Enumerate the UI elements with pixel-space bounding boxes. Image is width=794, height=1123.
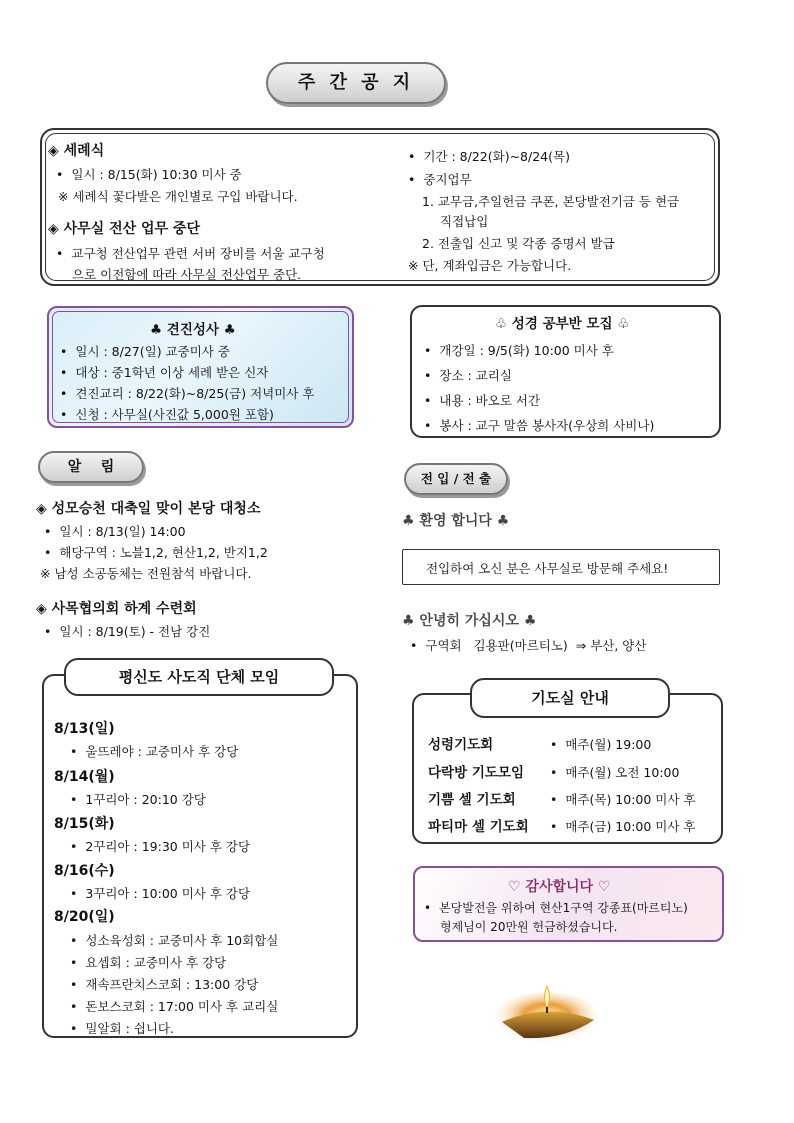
apostolate-item: • 재속프란치스코회 : 13:00 강당 <box>70 975 258 993</box>
bible-class-heading: ♧ 성경 공부반 모집 ♧ <box>495 316 630 332</box>
office-item1a: 1. 교무금,주일헌금 쿠폰, 본당발전기금 등 현금 <box>422 194 680 209</box>
baptism-date: • 일시 : 8/15(화) 10:30 미사 중 <box>56 165 242 183</box>
office-item2: 2. 전출입 신고 및 각종 증명서 발급 <box>422 236 615 251</box>
notices-label <box>38 451 144 483</box>
bible-class-item: • 봉사 : 교구 말씀 봉사자(우상희 사비나) <box>424 416 654 434</box>
cleaning-item: • 해당구역 : 노블1,2, 현산1,2, 반지1,2 <box>44 543 268 561</box>
prayer-name: 파티마 셀 기도회 <box>428 819 529 835</box>
prayer-time: • 매주(월) 19:00 <box>550 737 651 752</box>
retreat-heading: ◈ 사목협의회 하계 수련회 <box>36 601 197 617</box>
cleaning-item: • 일시 : 8/13(일) 14:00 <box>44 522 186 540</box>
thanks-line1: • 본당발전을 위하여 현산1구역 강종표(마르티노) <box>424 899 688 916</box>
bible-class-item: • 장소 : 교리실 <box>424 366 512 384</box>
apostolate-date: 8/20(일) <box>54 909 115 925</box>
apostolate-item: • 밀알회 : 쉽니다. <box>70 1019 174 1037</box>
apostolate-item: • 요셉회 : 교중미사 후 강당 <box>70 953 226 971</box>
office-period: • 기간 : 8/22(화)~8/24(목) <box>408 147 570 165</box>
prayer-name: 다락방 기도모임 <box>428 765 524 781</box>
confirmation-item: • 일시 : 8/27(일) 교중미사 중 <box>60 342 230 360</box>
prayer-row <box>428 815 696 835</box>
apostolate-date: 8/16(수) <box>54 863 115 879</box>
apostolate-date: 8/13(일) <box>54 721 115 737</box>
thanks-line2: 형제님이 20만원 헌금하셨습니다. <box>440 920 618 934</box>
apostolate-date: 8/14(월) <box>54 769 115 785</box>
transfer-label-text: 전 입 / 전 출 <box>420 471 492 486</box>
office-heading: ◈ 사무실 전산 업무 중단 <box>48 221 200 237</box>
bible-class-item: • 개강일 : 9/5(화) 10:00 미사 후 <box>424 341 614 359</box>
apostolate-title-text: 평신도 사도직 단체 모임 <box>118 668 280 686</box>
thanks-heading: ♡ 감사합니다 ♡ <box>508 879 611 895</box>
office-line2: 으로 이전함에 따라 사무실 전산업무 중단. <box>72 267 302 282</box>
bible-class-item: • 내용 : 바오로 서간 <box>424 391 540 409</box>
welcome-text: 전입하여 오신 분은 사무실로 방문해 주세요! <box>426 561 669 576</box>
page-title-text: 주 간 공 지 <box>297 72 415 93</box>
confirmation-item: • 견진교리 : 8/22(화)~8/25(금) 저녁미사 후 <box>60 384 314 402</box>
baptism-note: ※ 세례식 꽃다발은 개인별로 구입 바랍니다. <box>58 189 298 204</box>
prayer-title <box>470 678 670 718</box>
apostolate-item: • 1꾸리아 : 20:10 강당 <box>70 790 206 808</box>
page-title <box>266 62 446 104</box>
prayer-name: 성령기도회 <box>428 737 494 753</box>
apostolate-item: • 돈보스코회 : 17:00 미사 후 교리실 <box>70 997 278 1015</box>
apostolate-title <box>64 658 334 696</box>
prayer-time: • 매주(금) 10:00 미사 후 <box>550 819 696 834</box>
prayer-time: • 매주(월) 오전 10:00 <box>550 765 679 780</box>
cleaning-note: ※ 남성 소공동체는 전원참석 바랍니다. <box>40 566 252 581</box>
confirmation-item: • 대상 : 중1학년 이상 세례 받은 신자 <box>60 363 268 381</box>
prayer-row <box>428 761 679 781</box>
office-line1: • 교구청 전산업무 관련 서버 장비를 서울 교구청 <box>56 244 325 262</box>
notices-label-text: 알 림 <box>67 459 115 475</box>
prayer-name: 기쁨 셀 기도회 <box>428 792 516 808</box>
office-item1b: 직접납입 <box>440 214 489 229</box>
baptism-heading: ◈ 세례식 <box>48 143 105 159</box>
transfer-label <box>404 463 508 495</box>
candle-image <box>494 982 600 1044</box>
office-stop: • 중지업무 <box>408 170 472 188</box>
prayer-time: • 매주(목) 10:00 미사 후 <box>550 792 696 807</box>
apostolate-item: • 성소육성회 : 교중미사 후 10회합실 <box>70 931 278 949</box>
farewell-heading: ♣ 안녕히 가십시오 ♣ <box>402 613 537 629</box>
farewell-text: • 구역회 김용판(마르티노) ⇒ 부산, 양산 <box>410 636 646 654</box>
apostolate-item: • 2꾸리아 : 19:30 미사 후 강당 <box>70 837 250 855</box>
retreat-item: • 일시 : 8/19(토) - 전남 강진 <box>44 622 210 640</box>
prayer-title-text: 기도실 안내 <box>531 689 609 707</box>
cleaning-heading: ◈ 성모승천 대축일 맞이 본당 대청소 <box>36 501 261 517</box>
apostolate-item: • 울뜨레야 : 교중미사 후 강당 <box>70 742 238 760</box>
office-note: ※ 단, 계좌입금은 가능합니다. <box>408 258 572 273</box>
apostolate-date: 8/15(화) <box>54 816 115 832</box>
apostolate-item: • 3꾸리아 : 10:00 미사 후 강당 <box>70 884 250 902</box>
welcome-heading: ♣ 환영 합니다 ♣ <box>402 513 510 529</box>
prayer-row <box>428 788 696 808</box>
prayer-row <box>428 733 651 753</box>
confirmation-item: • 신청 : 사무실(사진값 5,000원 포함) <box>60 405 274 423</box>
confirmation-heading: ♣ 견진성사 ♣ <box>150 322 236 338</box>
